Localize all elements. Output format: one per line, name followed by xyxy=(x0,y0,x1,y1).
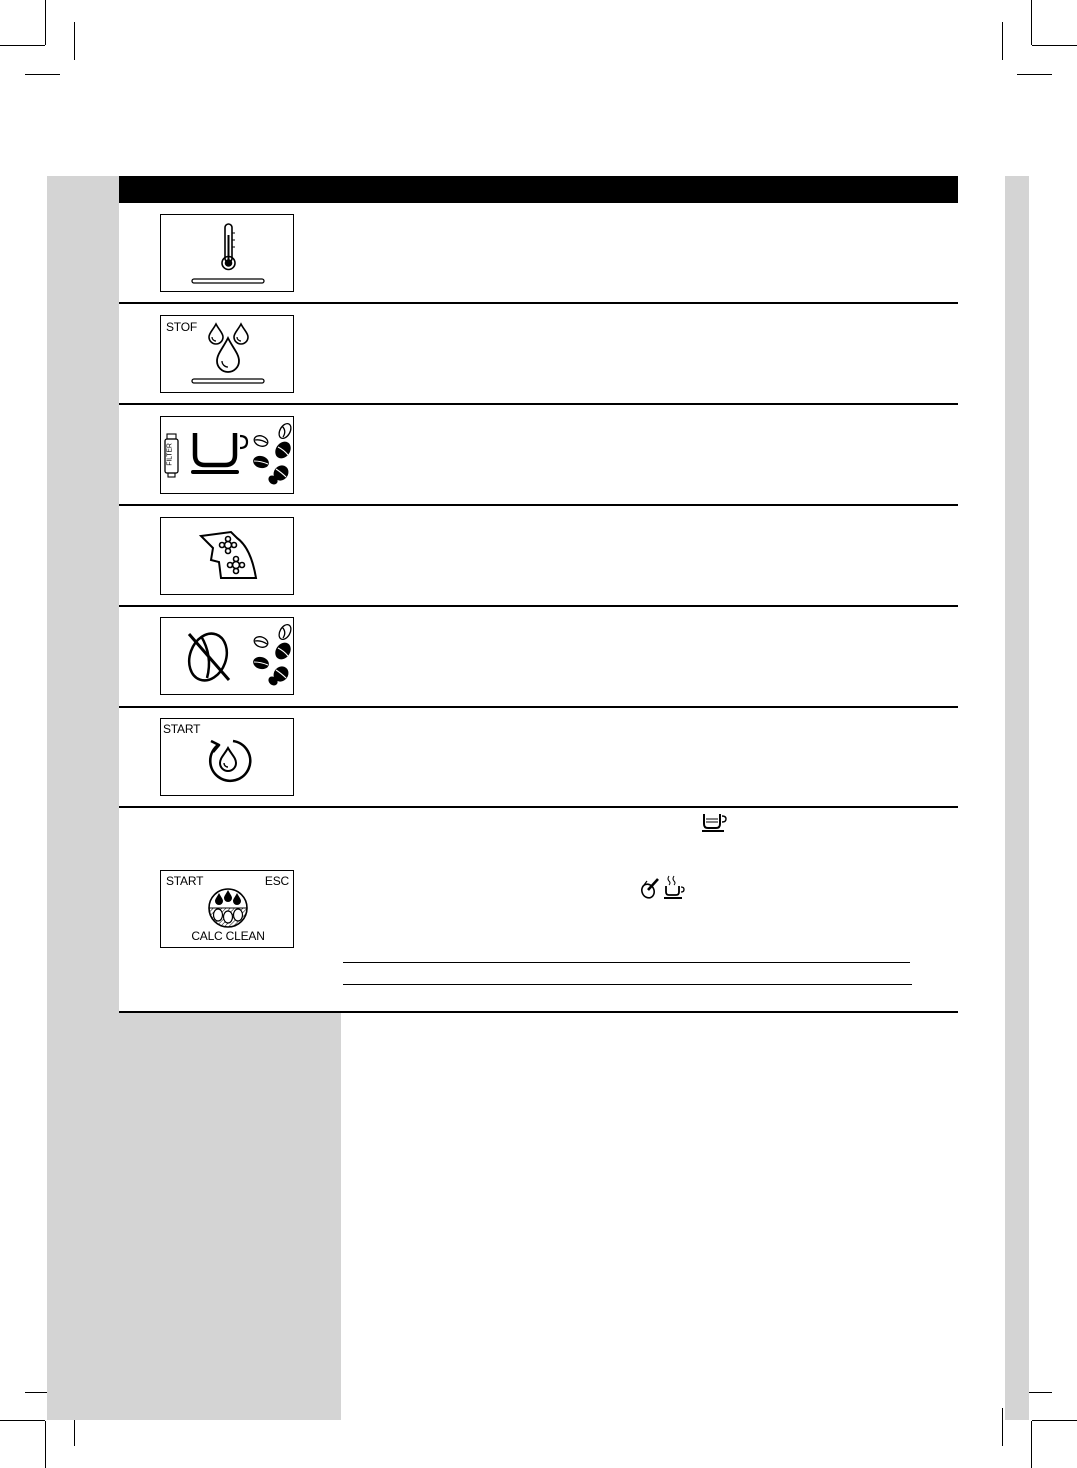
cycle-drop-icon xyxy=(161,719,294,796)
calc-start-label: START xyxy=(166,874,204,888)
row-separator xyxy=(119,403,958,405)
crop-mark xyxy=(1031,1421,1032,1468)
calc-esc-label: ESC xyxy=(264,874,289,888)
calc-clean-label: CALC CLEAN xyxy=(191,929,265,943)
espresso-cup-icon xyxy=(700,810,730,834)
crop-mark xyxy=(1017,74,1052,75)
row-separator xyxy=(119,1011,958,1013)
hot-water-cup-icon xyxy=(662,874,688,900)
crop-mark xyxy=(1002,1408,1003,1446)
right-gray-edge xyxy=(1005,176,1029,1420)
row-separator xyxy=(119,605,958,607)
start-label: START xyxy=(163,722,201,736)
rule-line xyxy=(343,962,910,963)
coffee-beans-icon xyxy=(161,618,294,695)
crop-mark xyxy=(0,1420,45,1421)
steam-wand-icon xyxy=(638,876,662,900)
crop-mark xyxy=(1002,22,1003,60)
display-warming-up xyxy=(160,214,294,292)
crop-mark xyxy=(1032,1420,1077,1421)
row-separator xyxy=(119,706,958,708)
display-start-cycle xyxy=(160,718,294,796)
crop-mark xyxy=(45,0,46,45)
stof-label: STOF xyxy=(166,320,197,334)
display-filter-cup-beans xyxy=(160,416,294,494)
crop-mark xyxy=(74,22,75,60)
brew-group-icon xyxy=(161,518,294,595)
display-steam-water xyxy=(160,315,294,393)
water-drops-icon xyxy=(161,316,294,393)
row-separator xyxy=(119,806,958,808)
crop-mark xyxy=(0,45,45,46)
crop-mark xyxy=(25,74,60,75)
display-brew-group xyxy=(160,517,294,595)
crop-mark xyxy=(1031,0,1032,45)
row-separator xyxy=(119,504,958,506)
thermometer-icon xyxy=(161,215,294,292)
table-header-bar xyxy=(119,176,958,203)
crop-mark xyxy=(1032,45,1077,46)
display-calc-clean xyxy=(160,870,294,948)
row-separator xyxy=(119,302,958,304)
crop-mark xyxy=(45,1421,46,1468)
rule-line xyxy=(343,984,912,985)
display-ground-coffee xyxy=(160,617,294,695)
coffee-beans-icon xyxy=(161,417,294,494)
filter-label: FILTER xyxy=(166,443,174,466)
